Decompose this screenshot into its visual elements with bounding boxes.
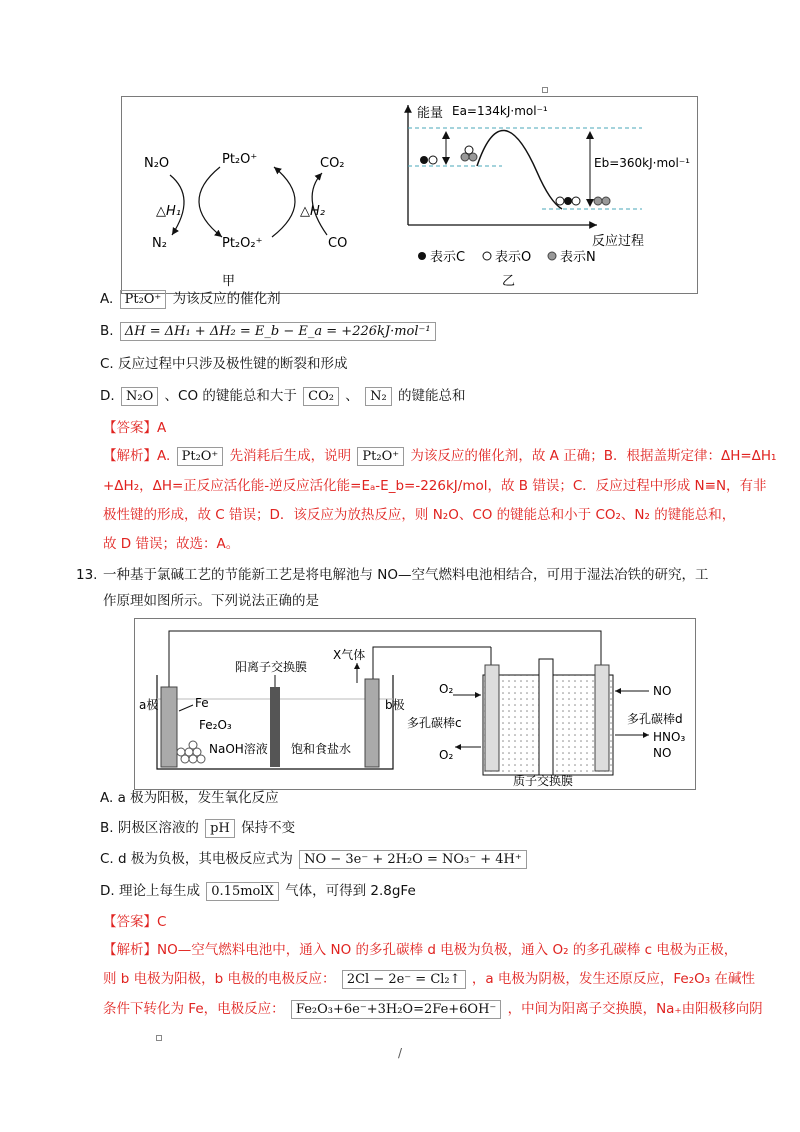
molecule-n (594, 197, 602, 205)
q12-explanation-line3: 极性键的形成，故 C 错误；D．该反应为放热反应，则 N₂O、CO 的键能总和小于 CO₂、N₂ 的键能总和， (103, 507, 736, 523)
q13-option-d (100, 881, 416, 901)
rod-c (485, 665, 499, 771)
formula-box: Pt₂O⁺ (177, 447, 224, 466)
exp-text: 先消耗后生成，说明 (229, 448, 352, 464)
exp-text: 则 b 电极为阳极，b 电极的电极反应： (103, 971, 336, 987)
label-dh1: △H₁ (156, 204, 181, 219)
ea-arrow-head-down (442, 157, 450, 165)
molecule-o (556, 197, 564, 205)
molecule-o (465, 146, 473, 154)
electrode-b (365, 679, 379, 767)
exp-text: 为该反应的催化剂，故 A 正确；B．根据盖斯定律：ΔH=ΔH₁ (410, 448, 777, 464)
formula-box: CO₂ (303, 387, 339, 406)
q12-explanation-line4: 故 D 错误；故选：A。 (103, 536, 240, 552)
formula-box: ΔH = ΔH₁ + ΔH₂ = E_b − E_a = +226kJ·mol⁻¹ (120, 322, 436, 341)
ea-arrow-head-up (442, 131, 450, 139)
formula-box: Fe₂O₃+6e⁻+3H₂O=2Fe+6OH⁻ (291, 1000, 501, 1019)
corner-marker (542, 87, 548, 93)
figure-reaction-energy (121, 96, 698, 294)
label-fe2o3: Fe₂O₃ (199, 718, 232, 732)
label-pt2o2-plus: Pt₂O₂⁺ (222, 236, 263, 251)
q13-answer: 【答案】C (103, 914, 167, 930)
label-no-out: NO (653, 746, 672, 760)
label-fe: Fe (195, 696, 209, 710)
formula-box: 0.15molX (206, 882, 279, 901)
label-a-pole: a极 (139, 698, 159, 712)
option-text: 为该反应的催化剂 (172, 291, 281, 307)
option-text: 气体，可得到 2.8gFe (285, 883, 416, 899)
molecule-c (564, 197, 572, 205)
q12-option-d (100, 386, 465, 406)
label-eb: Eb=360kJ·mol⁻¹ (594, 156, 690, 170)
formula-box: NO − 3e⁻ + 2H₂O = NO₃⁻ + 4H⁺ (299, 850, 527, 869)
label-x-gas: X气体 (333, 648, 366, 662)
label-yi: 乙 (502, 274, 516, 289)
q13-explanation-line3 (103, 999, 763, 1019)
q12-option-a (100, 289, 281, 309)
legend-n: 表示N (560, 250, 596, 265)
q13-explanation-line1: 【解析】NO—空气燃料电池中，通入 NO 的多孔碳棒 d 电极为负极，通入 O₂ 的多孔碳棒 c 电极为正极， (103, 942, 738, 958)
option-text: 保持不变 (241, 820, 296, 836)
label-jia: 甲 (222, 274, 236, 289)
label-no-in: NO (653, 684, 672, 698)
proton-membrane (539, 659, 553, 775)
legend-c-dot (418, 252, 426, 260)
option-text: 、 (345, 388, 359, 404)
electrode-a (161, 687, 177, 767)
option-label: D. 理论上每生成 (100, 883, 200, 899)
label-rod-c: 多孔碳棒c (407, 716, 462, 730)
label-co: CO (328, 236, 348, 251)
q12-explanation-line2: +ΔH₂，ΔH=正反应活化能-逆反应活化能=Eₐ-E_b=-226kJ/mol，故 B 错误；C．反应过程中形成 N≡N，有非 (103, 478, 767, 494)
label-n2: N₂ (152, 236, 167, 251)
q12-option-b (100, 321, 438, 341)
legend-c: 表示C (430, 250, 466, 265)
label-hno3: HNO₃ (653, 730, 686, 744)
exp-text: ，a 电极为阴极，发生还原反应，Fe₂O₃ 在碱性 (471, 971, 755, 987)
page-footer-slash: / (398, 1046, 403, 1060)
fe2o3-particles (177, 741, 205, 763)
arrow-pt2o-to-pt2o2 (199, 167, 222, 237)
label-naoh: NaOH溶液 (209, 742, 268, 756)
label-rod-d: 多孔碳棒d (627, 712, 683, 726)
q12-explanation-line1 (103, 446, 776, 466)
axis-label-process: 反应过程 (592, 234, 645, 249)
formula-box: Pt₂O⁺ (120, 290, 167, 309)
q13-stem-line2: 作原理如图所示。下列说法正确的是 (103, 593, 319, 609)
q12-answer: 【答案】A (103, 420, 167, 436)
option-label: B. (100, 323, 114, 339)
label-pt2o-plus: Pt₂O⁺ (222, 152, 258, 167)
eb-arrow-head-up (586, 131, 594, 139)
figure-electrolysis-svg (135, 619, 695, 789)
label-ea: Ea=134kJ·mol⁻¹ (452, 104, 548, 118)
label-o2-in: O₂ (439, 682, 454, 696)
axis-label-energy: 能量 (417, 106, 444, 121)
label-o2-out: O₂ (439, 748, 454, 762)
q12-option-c: C. 反应过程中只涉及极性键的断裂和形成 (100, 356, 348, 372)
label-membrane1: 阳离子交换膜 (235, 660, 308, 674)
q13-explanation-line2 (103, 969, 755, 989)
label-b-pole: b极 (385, 698, 405, 712)
option-text: 、CO 的键能总和大于 (164, 388, 297, 404)
q13-option-c (100, 849, 529, 869)
option-label: C. d 极为负极，其电极反应式为 (100, 851, 293, 867)
q13-stem-line1: 一种基于氯碱工艺的节能新工艺是将电解池与 NO—空气燃料电池相结合，可用于湿法冶铁的研究，工 (103, 567, 709, 583)
label-n2o: N₂O (144, 156, 170, 171)
formula-box: 2Cl − 2e⁻ = Cl₂↑ (342, 970, 466, 989)
option-text: 的键能总和 (397, 388, 466, 404)
molecule-c (420, 156, 428, 164)
label-co2: CO₂ (320, 156, 345, 171)
fe-pointer (179, 705, 193, 711)
formula-box: N₂O (121, 387, 158, 406)
q13-option-b (100, 818, 295, 838)
eb-arrow-head-down (586, 199, 594, 207)
molecule-n (602, 197, 610, 205)
formula-box: Pt₂O⁺ (357, 447, 404, 466)
q13-number: 13. (76, 567, 98, 583)
exp-text: ，中间为阳离子交换膜，Na₊由阳极移向阴 (507, 1001, 763, 1017)
rod-d (595, 665, 609, 771)
figure-electrolysis-cell (134, 618, 696, 790)
molecule-o (429, 156, 437, 164)
cation-membrane (270, 687, 280, 767)
legend-o-dot (483, 252, 491, 260)
molecule-o (572, 197, 580, 205)
label-brine: 饱和食盐水 (291, 742, 352, 756)
option-label: B. 阴极区溶液的 (100, 820, 199, 836)
formula-box: pH (205, 819, 235, 838)
q13-option-a: A. a 极为阳极，发生氧化反应 (100, 790, 279, 806)
figure-reaction-energy-svg (122, 97, 697, 293)
label-membrane2: 质子交换膜 (513, 774, 574, 788)
exp-text: 【解析】A. (103, 448, 171, 464)
legend-o: 表示O (495, 250, 532, 265)
arrow-pt2o2-to-pt2o (272, 167, 295, 237)
option-label: A. (100, 291, 114, 307)
label-dh2: △H₂ (300, 204, 325, 219)
corner-marker-bottom (156, 1035, 162, 1041)
option-label: D. (100, 388, 115, 404)
wire-b (373, 647, 491, 679)
energy-curve (477, 130, 562, 209)
formula-box: N₂ (365, 387, 392, 406)
legend-n-dot (548, 252, 556, 260)
exp-text: 条件下转化为 Fe，电极反应： (103, 1001, 285, 1017)
